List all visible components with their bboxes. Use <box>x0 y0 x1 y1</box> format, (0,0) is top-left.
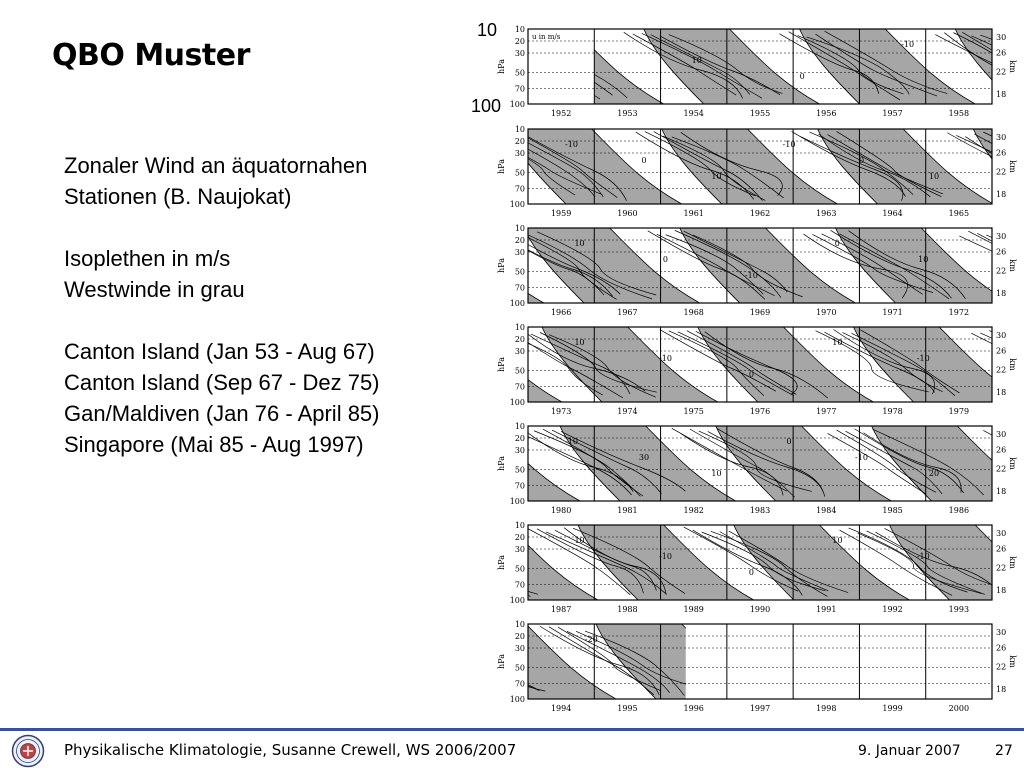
westerly-band <box>404 426 580 501</box>
year-label: 1988 <box>617 605 638 614</box>
year-label: 1998 <box>816 704 837 713</box>
height-tick-label: 18 <box>996 288 1007 298</box>
pressure-tick-label: 50 <box>514 366 525 376</box>
westerly-band <box>908 624 1024 699</box>
hpa-axis-label: hPa <box>497 357 506 372</box>
westerly-band <box>800 29 976 104</box>
footer-course-info: Physikalische Klimatologie, Susanne Crewell, WS 2006/2007 <box>64 741 517 759</box>
pressure-tick-label: 70 <box>514 382 525 392</box>
westerly-band <box>332 29 508 104</box>
description-line: Stationen (B. Naujokat) <box>64 184 292 209</box>
year-label: 1953 <box>617 109 638 118</box>
westerly-band <box>176 29 352 104</box>
year-label: 1963 <box>816 209 837 218</box>
year-label: 1969 <box>749 308 771 317</box>
pressure-bottom-label: 100 <box>471 96 502 116</box>
year-label: 1997 <box>749 704 771 713</box>
pressure-tick-label: 100 <box>509 299 525 308</box>
isoline-value-label: 0 <box>799 72 805 81</box>
km-axis-label: km <box>1008 60 1017 73</box>
year-label: 1962 <box>749 209 771 218</box>
pressure-tick-label: 20 <box>514 37 525 46</box>
isoline-value-label: -10 <box>916 354 930 363</box>
pressure-tick-label: 50 <box>514 68 525 78</box>
year-label: 1974 <box>617 407 638 416</box>
westerly-band <box>524 228 700 303</box>
isoline-value-label: 0 <box>858 156 865 165</box>
pressure-tick-label: 30 <box>514 644 525 653</box>
height-tick-label: 30 <box>996 429 1007 439</box>
pressure-tick-label: 50 <box>514 564 525 574</box>
qbo-panel <box>204 426 1024 501</box>
pressure-tick-label: 50 <box>514 168 525 178</box>
isoline-value-label: 10 <box>691 56 702 65</box>
km-axis-label: km <box>1008 655 1017 668</box>
pressure-tick-label: 100 <box>509 398 525 407</box>
pressure-tick-label: 20 <box>514 632 525 641</box>
year-label: 1984 <box>816 506 837 515</box>
height-tick-label: 18 <box>996 585 1007 595</box>
westerly-band <box>284 624 460 699</box>
year-label: 1993 <box>948 605 970 614</box>
westerly-band <box>194 129 370 204</box>
isoline-value-label: 10 <box>711 469 722 478</box>
isoline-value-label: -10 <box>744 271 758 280</box>
pressure-tick-label: 30 <box>514 248 525 257</box>
isoline-value-label: 10 <box>918 255 929 264</box>
year-label: 1966 <box>550 308 572 317</box>
year-label: 1954 <box>683 109 704 118</box>
year-label: 1965 <box>948 209 970 218</box>
year-label: 2000 <box>948 704 970 713</box>
year-label: 1967 <box>617 308 638 317</box>
westerly-band <box>752 624 928 699</box>
panel-data-area <box>156 29 1024 104</box>
pressure-tick-label: 100 <box>509 497 525 506</box>
hpa-axis-label: hPa <box>497 59 506 74</box>
pressure-tick-label: 100 <box>509 695 525 704</box>
isoline-value-label: 10 <box>574 338 585 347</box>
isoline-value-label: 0 <box>786 437 792 446</box>
year-label: 1999 <box>882 704 903 713</box>
year-label: 1975 <box>683 407 704 416</box>
qbo-panel <box>156 29 1024 104</box>
description-line: Isoplethen in m/s <box>64 246 231 271</box>
panel-data-area <box>228 624 1024 699</box>
description-line: Canton Island (Jan 53 - Aug 67) <box>64 339 375 364</box>
isoline-value-label: -10 <box>901 40 915 49</box>
pressure-tick-label: 70 <box>514 184 525 194</box>
height-tick-label: 18 <box>996 684 1007 694</box>
westerly-band <box>422 525 598 600</box>
westerly-band <box>836 228 1012 303</box>
footer-date: 9. Januar 2007 <box>858 743 961 759</box>
isoline-value-label: -20 <box>584 635 598 644</box>
panel-data-area <box>192 327 1024 402</box>
isoline-value-label: 20 <box>928 469 940 478</box>
pressure-tick-label: 70 <box>514 84 525 94</box>
year-label: 1995 <box>617 704 638 713</box>
height-tick-label: 22 <box>996 365 1007 375</box>
year-label: 1976 <box>749 407 771 416</box>
qbo-panel <box>228 624 1024 699</box>
isoline-value-label: 10 <box>832 536 843 545</box>
height-tick-label: 26 <box>996 544 1007 554</box>
year-label: 1957 <box>882 109 903 118</box>
pressure-tick-label: 10 <box>514 125 525 134</box>
year-label: 1994 <box>550 704 572 713</box>
qbo-panel <box>192 327 1024 402</box>
hpa-axis-label: hPa <box>497 159 506 174</box>
pressure-tick-label: 10 <box>514 25 525 34</box>
height-tick-label: 22 <box>996 67 1007 77</box>
isoline-value-label: -10 <box>565 140 578 149</box>
westerly-band <box>266 525 442 600</box>
year-label: 1970 <box>816 308 837 317</box>
isoline-value-label: -10 <box>916 552 930 561</box>
height-tick-label: 30 <box>996 627 1007 637</box>
km-axis-label: km <box>1008 160 1017 173</box>
isoline-value-label: 0 <box>834 239 840 248</box>
westerly-band <box>248 426 424 501</box>
pressure-tick-label: 10 <box>514 521 525 530</box>
height-tick-label: 22 <box>996 464 1007 474</box>
units-note: u in m/s <box>532 33 561 41</box>
year-label: 1986 <box>948 506 970 515</box>
pressure-tick-label: 30 <box>514 545 525 554</box>
qbo-panel <box>180 228 1024 303</box>
year-label: 1981 <box>617 506 638 515</box>
pressure-tick-label: 20 <box>514 137 525 146</box>
footer-divider <box>0 728 1024 731</box>
pressure-tick-label: 70 <box>514 580 525 590</box>
year-label: 1985 <box>882 506 903 515</box>
year-label: 1983 <box>749 506 771 515</box>
pressure-tick-label: 50 <box>514 465 525 475</box>
isoline-value-label: -10 <box>659 354 672 363</box>
year-label: 1992 <box>882 605 903 614</box>
hpa-axis-label: hPa <box>497 456 506 471</box>
description-line: Singapore (Mai 85 - Aug 1997) <box>64 432 364 457</box>
km-axis-label: km <box>1008 358 1017 371</box>
height-tick-label: 26 <box>996 643 1007 653</box>
slide-title: QBO Muster <box>52 38 250 73</box>
isoline-value-label: -10 <box>782 140 796 149</box>
year-label: 1979 <box>948 407 970 416</box>
isoline-value-label: -10 <box>855 453 868 462</box>
year-label: 1973 <box>550 407 572 416</box>
height-tick-label: 26 <box>996 346 1007 356</box>
year-label: 1982 <box>683 506 704 515</box>
height-tick-label: 22 <box>996 266 1007 276</box>
height-tick-label: 22 <box>996 662 1007 672</box>
year-label: 1977 <box>816 407 837 416</box>
year-label: 1991 <box>816 605 837 614</box>
pressure-tick-label: 70 <box>514 283 525 293</box>
isoline-value-label: 30 <box>638 453 650 462</box>
year-label: 1958 <box>948 109 970 118</box>
description-line: Gan/Maldiven (Jan 76 - April 85) <box>64 401 380 426</box>
height-tick-label: 18 <box>996 189 1007 199</box>
pressure-tick-label: 50 <box>514 663 525 673</box>
westerly-band <box>230 327 406 402</box>
height-tick-label: 26 <box>996 247 1007 257</box>
height-tick-label: 30 <box>996 132 1007 142</box>
isoline-value-label: 0 <box>641 156 647 165</box>
isoline-value-label: 0 <box>748 370 754 379</box>
isoline-value-label: 0 <box>748 568 754 577</box>
panel-data-area <box>180 228 1024 303</box>
year-label: 1961 <box>683 209 704 218</box>
hpa-axis-label: hPa <box>497 555 506 570</box>
isoline-value-label: 10 <box>574 239 585 248</box>
pressure-tick-label: 30 <box>514 149 525 158</box>
pressure-tick-label: 70 <box>514 481 525 491</box>
hpa-axis-label: hPa <box>497 258 506 273</box>
pressure-tick-label: 10 <box>514 620 525 629</box>
hpa-axis-label: hPa <box>497 654 506 669</box>
isoline-value-label: 10 <box>711 172 722 181</box>
year-label: 1964 <box>882 209 903 218</box>
year-label: 1980 <box>550 506 572 515</box>
isoline-value-label: -10 <box>565 437 578 446</box>
year-label: 1990 <box>749 605 771 614</box>
pressure-top-label: 10 <box>477 20 498 40</box>
description-line: Westwinde in grau <box>64 277 245 302</box>
year-label: 1971 <box>882 308 903 317</box>
pressure-tick-label: 10 <box>514 323 525 332</box>
pressure-tick-label: 30 <box>514 49 525 58</box>
pressure-tick-label: 20 <box>514 335 525 344</box>
height-tick-label: 18 <box>996 486 1007 496</box>
pressure-tick-label: 20 <box>514 434 525 443</box>
year-label: 1960 <box>617 209 638 218</box>
year-label: 1956 <box>816 109 837 118</box>
isoline-value-label: -10 <box>659 552 672 561</box>
university-seal-logo <box>11 734 45 768</box>
isoline-value-label: 10 <box>832 338 843 347</box>
year-label: 1989 <box>683 605 704 614</box>
year-label: 1972 <box>948 308 970 317</box>
height-tick-label: 30 <box>996 231 1007 241</box>
year-label: 1978 <box>882 407 903 416</box>
year-label: 1987 <box>550 605 572 614</box>
pressure-tick-label: 10 <box>514 224 525 233</box>
panel-data-area <box>204 426 1024 501</box>
westerly-band <box>386 327 562 402</box>
pressure-tick-label: 20 <box>514 236 525 245</box>
year-label: 1959 <box>550 209 572 218</box>
panel-data-area <box>216 525 1024 600</box>
isoline-value-label: 10 <box>928 172 940 181</box>
height-tick-label: 26 <box>996 445 1007 455</box>
pressure-tick-label: 30 <box>514 347 525 356</box>
pressure-tick-label: 100 <box>509 200 525 209</box>
height-tick-label: 30 <box>996 330 1007 340</box>
westerly-band <box>662 129 838 204</box>
isoline-value-label: 0 <box>662 255 669 264</box>
height-tick-label: 18 <box>996 387 1007 397</box>
pressure-tick-label: 20 <box>514 533 525 542</box>
qbo-panel <box>168 129 1024 204</box>
year-label: 1996 <box>683 704 704 713</box>
height-tick-label: 22 <box>996 563 1007 573</box>
height-tick-label: 22 <box>996 167 1007 177</box>
isoline-value-label: 10 <box>574 536 585 545</box>
km-axis-label: km <box>1008 259 1017 272</box>
description-line: Zonaler Wind an äquatornahen <box>64 153 368 178</box>
km-axis-label: km <box>1008 556 1017 569</box>
westerly-band <box>680 228 856 303</box>
pressure-tick-label: 10 <box>514 422 525 431</box>
height-tick-label: 30 <box>996 528 1007 538</box>
year-label: 1952 <box>550 109 572 118</box>
pressure-tick-label: 50 <box>514 267 525 277</box>
year-label: 1968 <box>683 308 704 317</box>
height-tick-label: 26 <box>996 48 1007 58</box>
qbo-panel <box>216 525 1024 600</box>
height-tick-label: 18 <box>996 89 1007 99</box>
westerly-band <box>596 624 772 699</box>
footer-page-number: 27 <box>995 743 1013 759</box>
panel-data-area <box>168 129 1024 204</box>
pressure-tick-label: 100 <box>509 100 525 109</box>
height-tick-label: 30 <box>996 32 1007 42</box>
height-tick-label: 26 <box>996 148 1007 158</box>
pressure-tick-label: 70 <box>514 679 525 689</box>
year-label: 1955 <box>749 109 771 118</box>
pressure-tick-label: 30 <box>514 446 525 455</box>
description-line: Canton Island (Sep 67 - Dez 75) <box>64 370 380 395</box>
westerly-band <box>212 228 388 303</box>
km-axis-label: km <box>1008 457 1017 470</box>
westerly-band <box>716 426 892 501</box>
pressure-tick-label: 100 <box>509 596 525 605</box>
